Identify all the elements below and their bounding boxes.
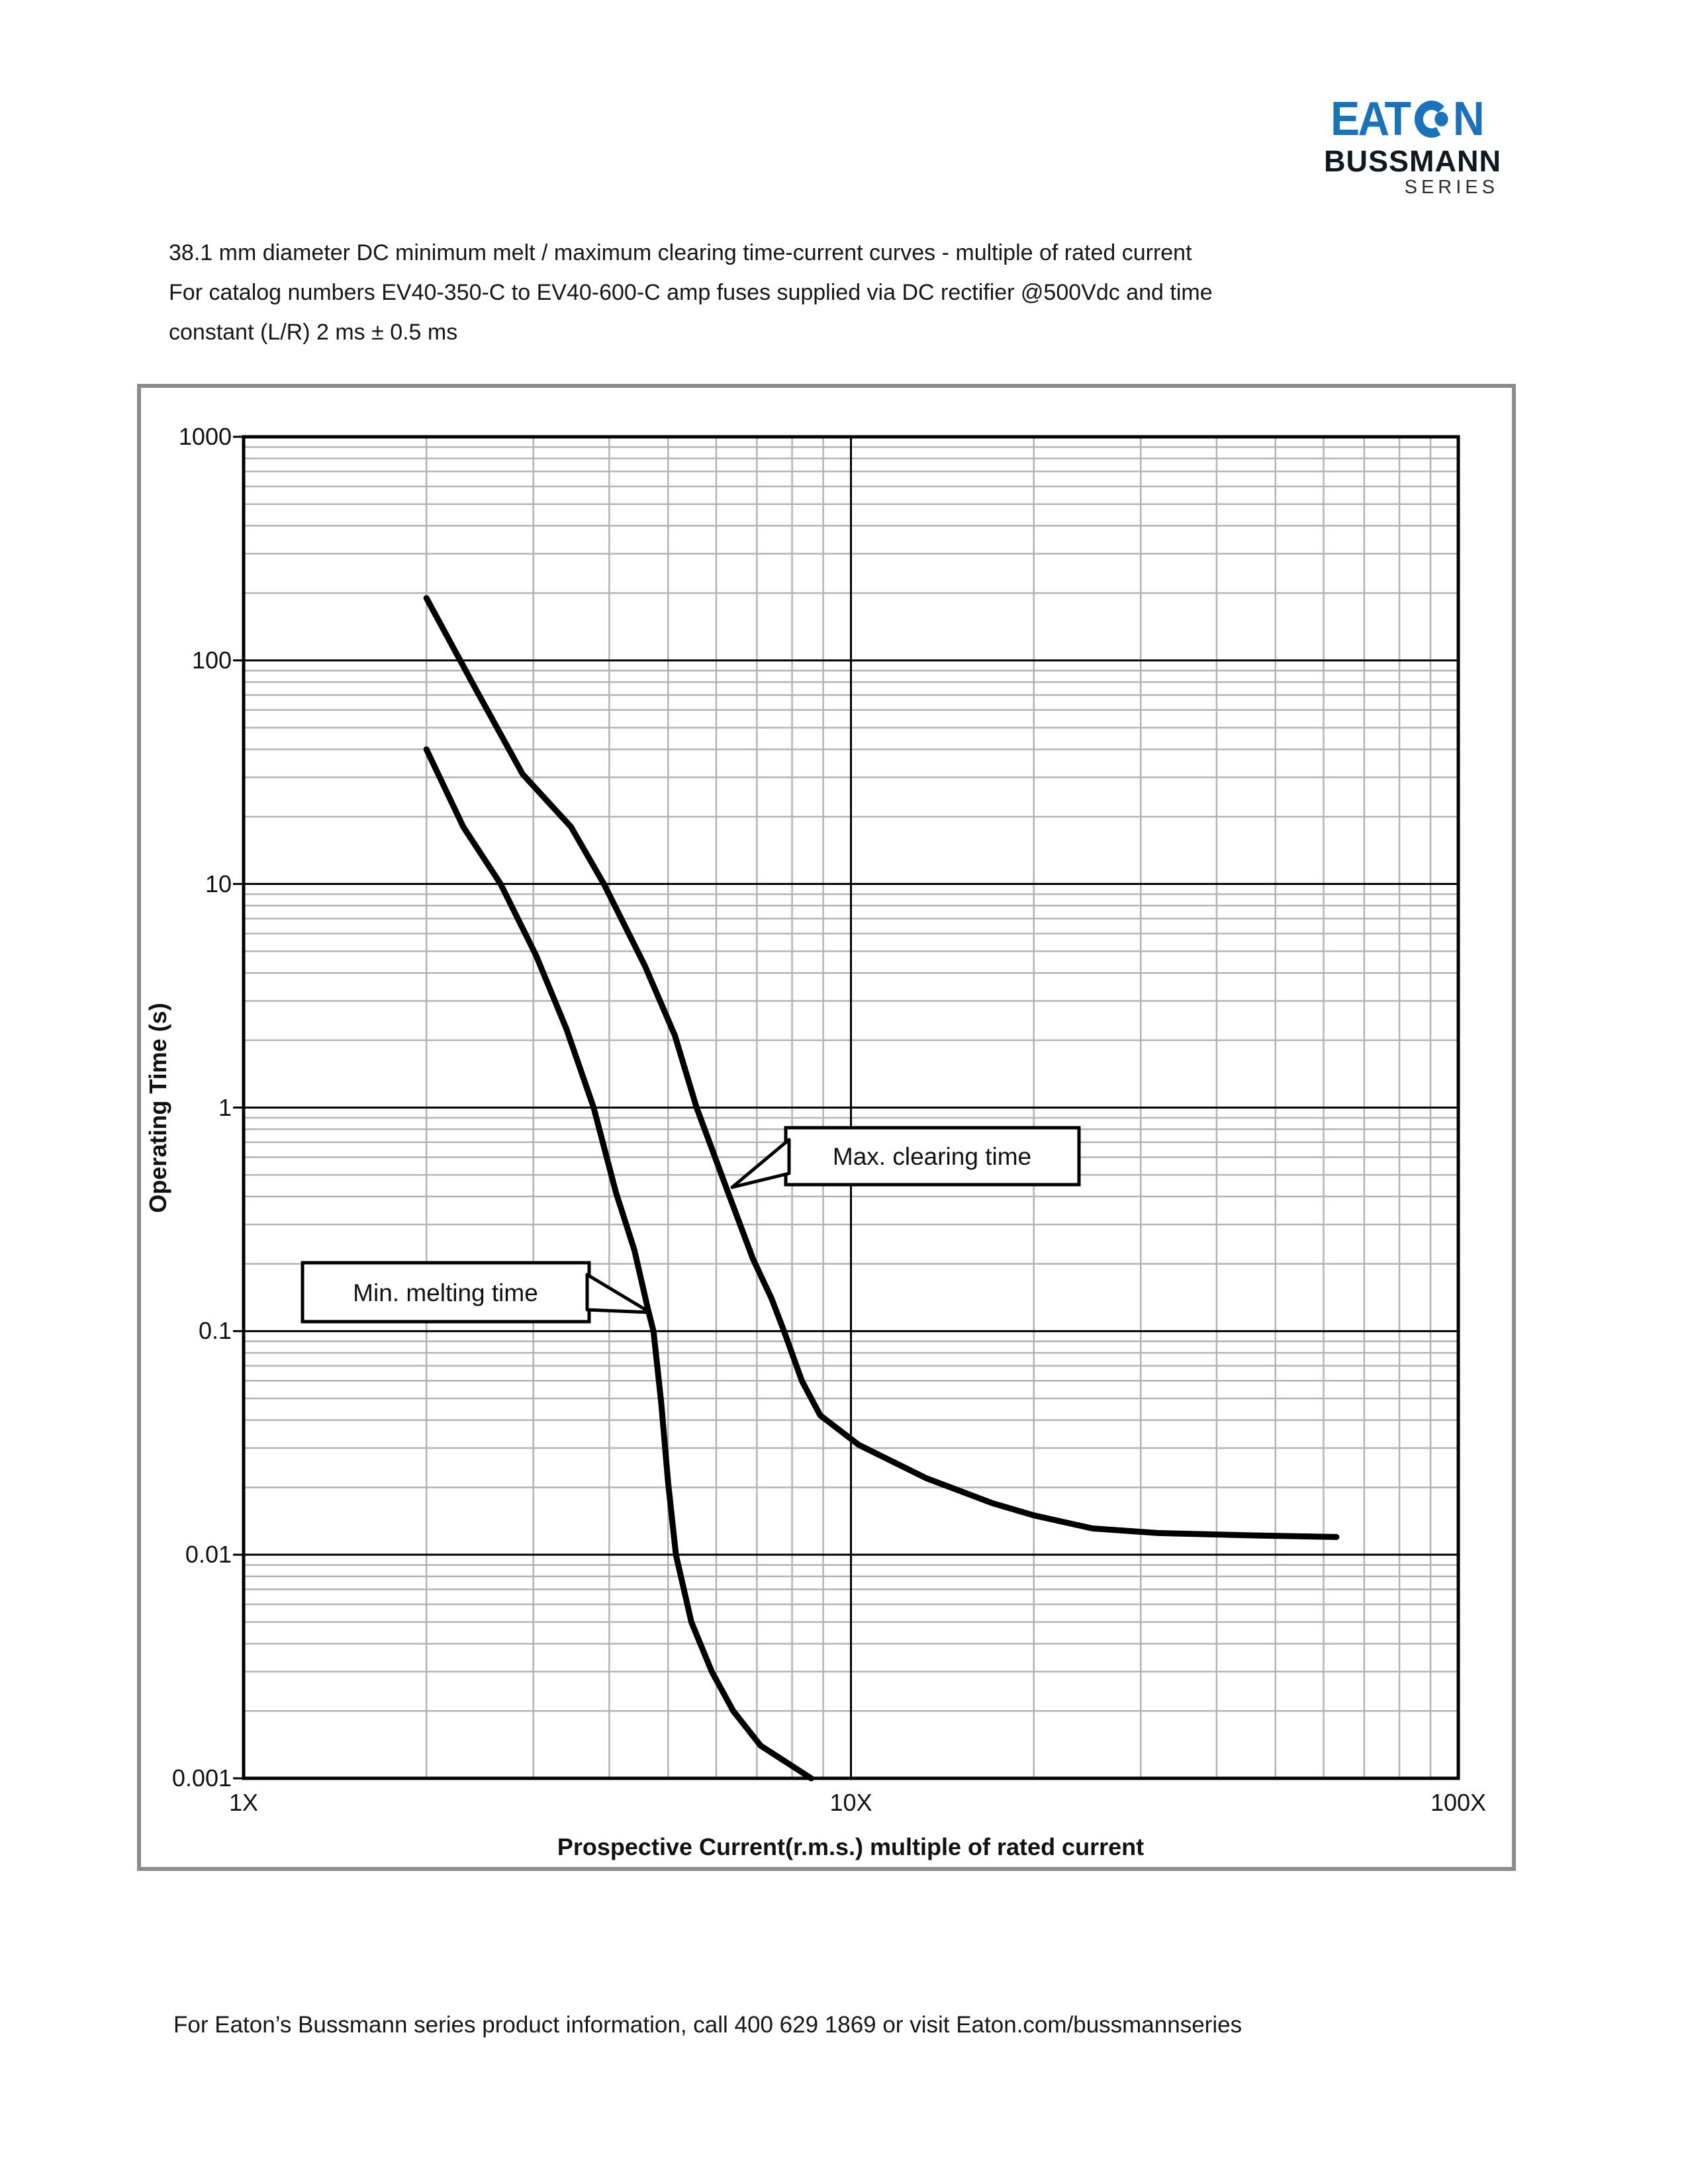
curves-layer [426,598,1336,1778]
y-tick-label: 0.1 [198,1317,232,1345]
x-tick-label: 100X [1430,1789,1487,1816]
callout-max-clearing-time [732,1128,1079,1187]
eaton-logo-letter-n: N [1452,98,1485,142]
brand-series: SERIES [1404,177,1499,199]
y-tick-label: 0.001 [171,1764,232,1792]
callout-tail-max [732,1140,789,1187]
x-axis-title: Prospective Current(r.m.s.) multiple of rated current [557,1833,1145,1860]
y-tick-label: 100 [191,646,232,674]
eaton-logo-letters-eat: EAT [1331,98,1410,142]
footer-text: For Eaton’s Bussmann series product information, call 400 629 1869 or visit Eaton.com/bussmannseries [173,2012,1243,2038]
title-line-3: constant (L/R) 2 ms ± 0.5 ms [169,320,458,345]
callout-label-max-clearing: Max. clearing time [832,1143,1032,1170]
callout-min-melting-time [303,1263,650,1322]
y-tick-label: 10 [205,870,232,897]
x-tick-label: 1X [228,1789,259,1816]
title-line-2: For catalog numbers EV40-350-C to EV40-600-C amp fuses supplied via DC rectifier @500Vdc and time [169,280,1213,305]
y-axis-title: Operating Time (s) [144,1003,171,1213]
curve-max-clearing-time [426,598,1336,1537]
x-tick-label: 10X [829,1789,872,1816]
title-line-1: 38.1 mm diameter DC minimum melt / maximum clearing time-current curves - multiple of rated current [169,240,1192,265]
callout-label-min-melting: Min. melting time [353,1279,538,1306]
y-tick-label: 1000 [178,423,232,450]
brand-bussmann: BUSSMANN [1324,144,1502,178]
y-tick-label: 1 [218,1093,232,1121]
y-tick-label: 0.01 [185,1541,232,1569]
y-axis-title-wrap [0,1003,363,1213]
